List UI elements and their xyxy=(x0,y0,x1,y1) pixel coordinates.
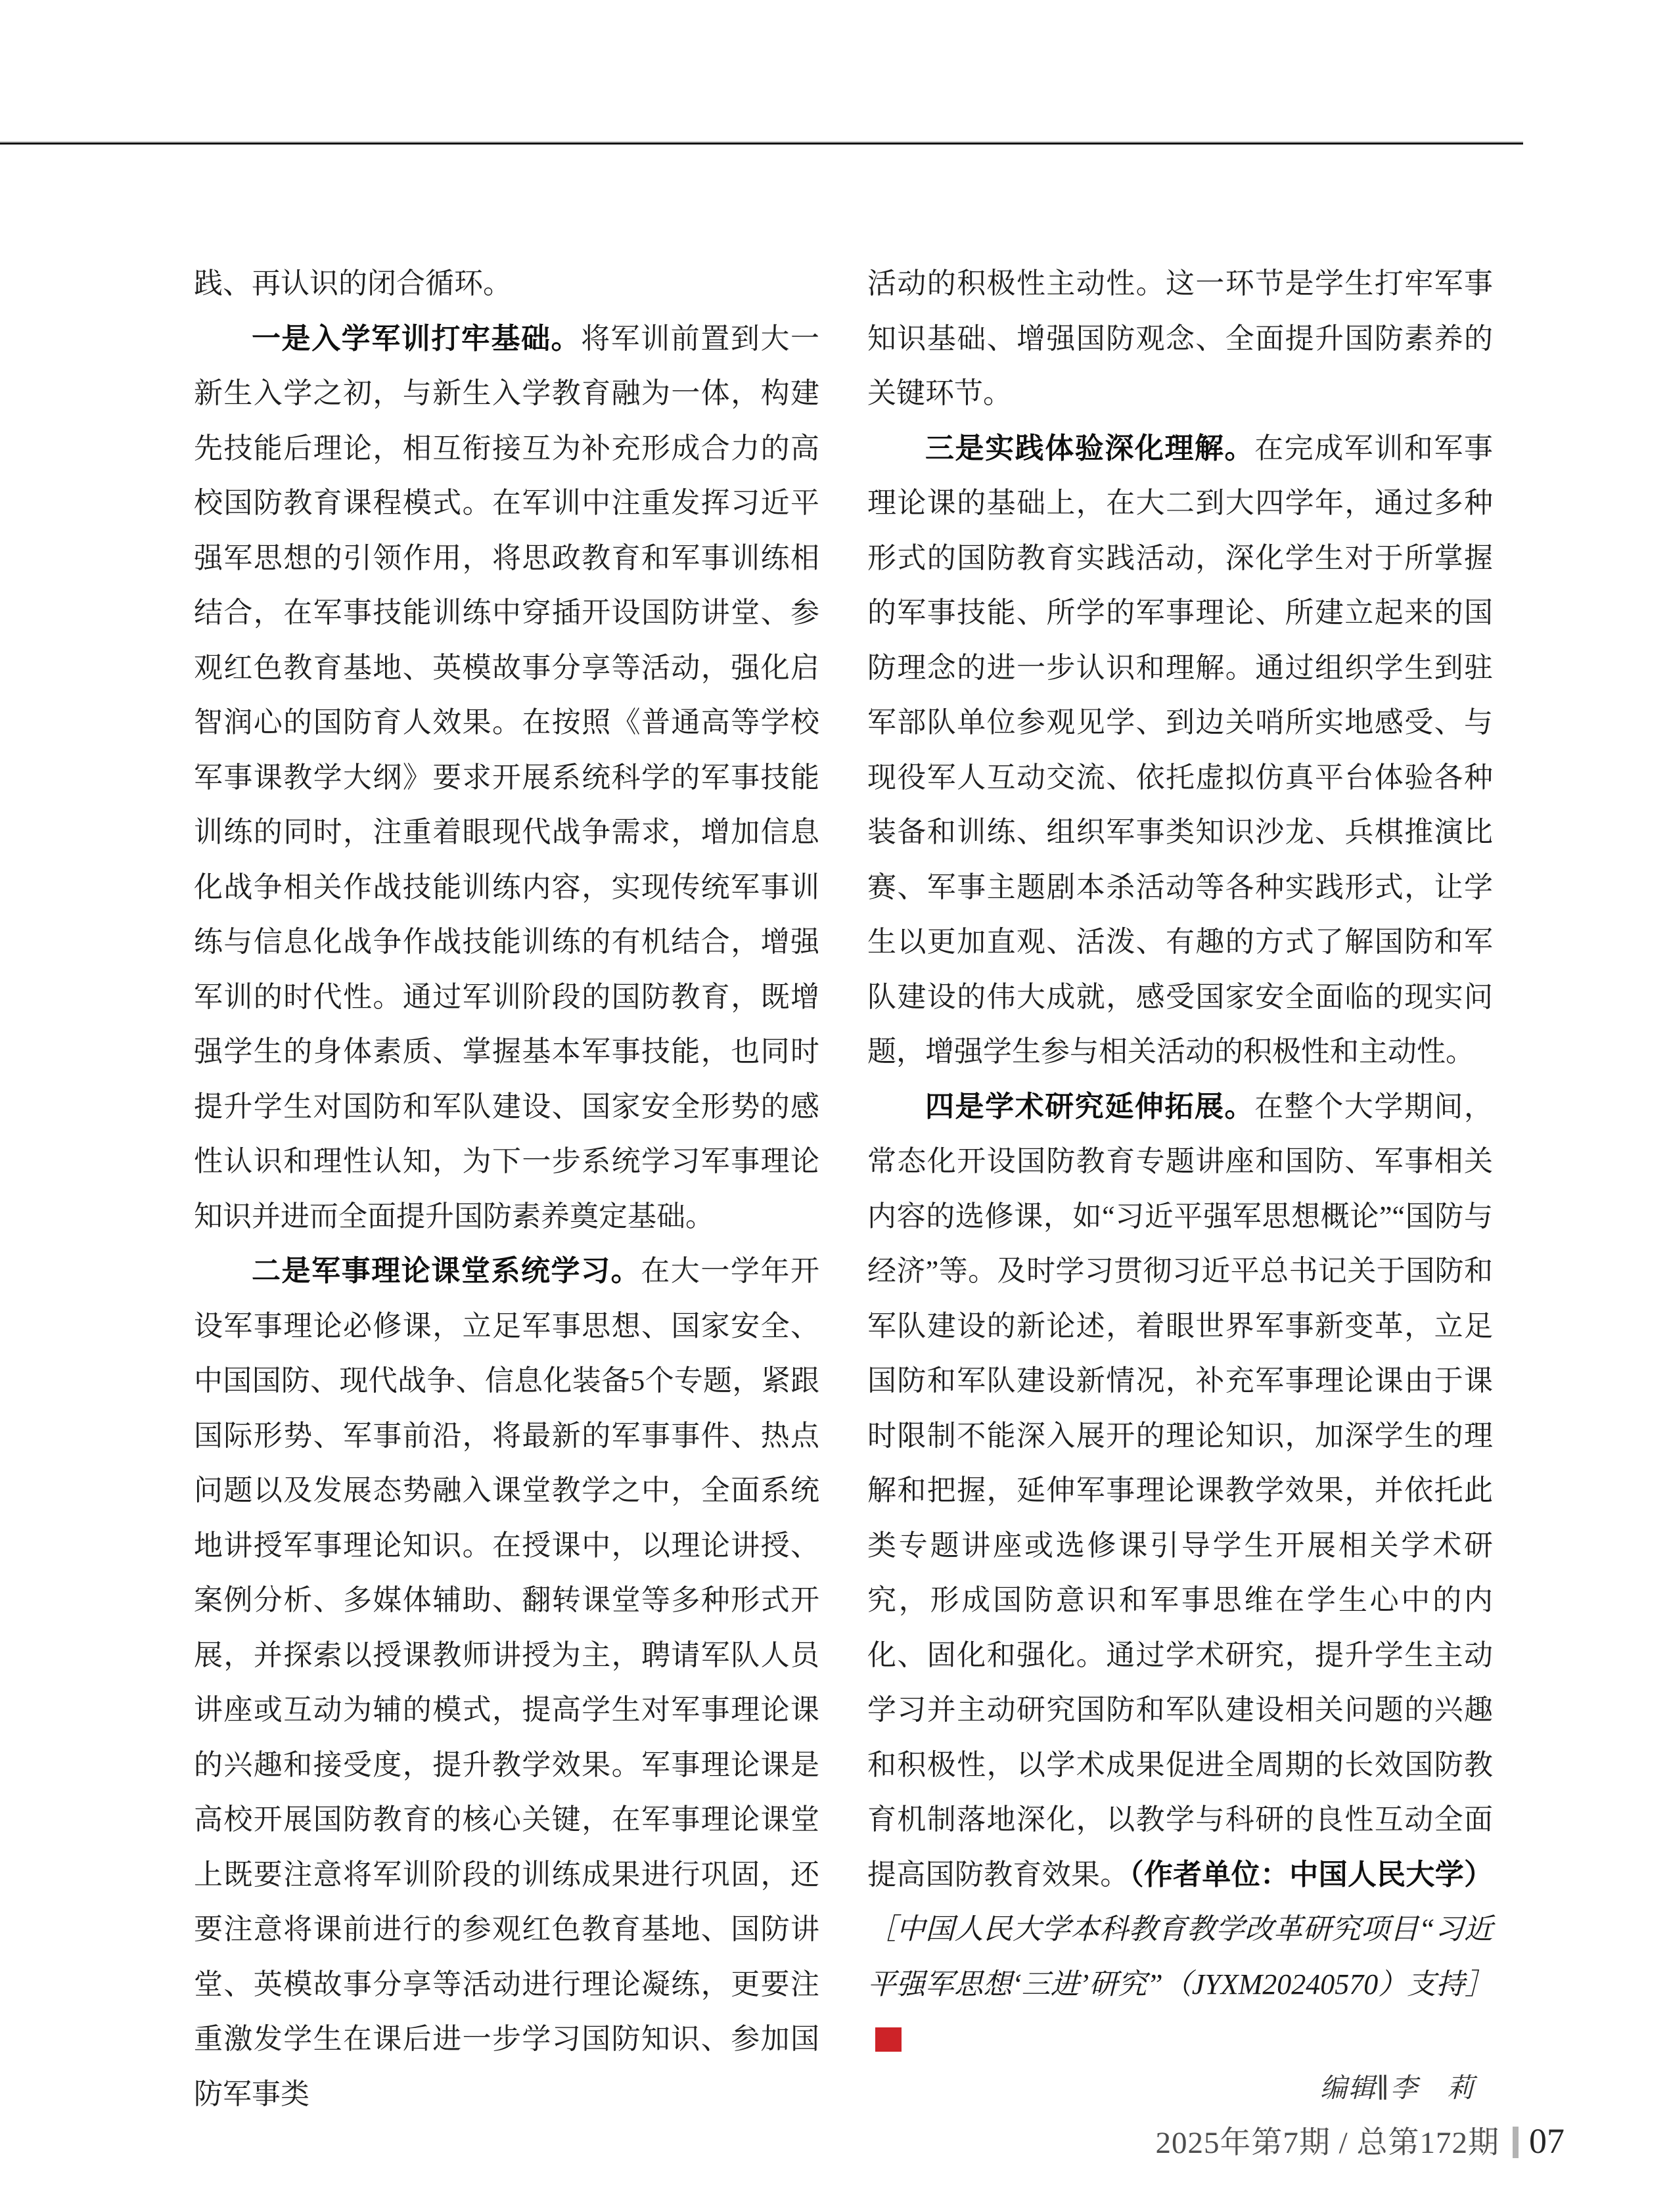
paragraph xyxy=(867,1079,1493,2067)
paragraph-text: ［中国人民大学本科教育教学改革研究项目“习近平强军思想‘三进’研究”（JYXM20240570）支持］ xyxy=(867,1913,1494,2000)
paragraph-lead: （作者单位：中国人民大学） xyxy=(1129,1858,1494,1891)
footer-editor-credit: 编辑∥李 莉 xyxy=(1320,2073,1475,2103)
end-of-article-icon: G xyxy=(875,2027,902,2052)
paragraph-lead: 二是军事理论课堂系统学习。 xyxy=(252,1255,641,1287)
article-column-left xyxy=(194,256,819,2121)
paragraph xyxy=(867,421,1493,1079)
paragraph-text: 将军训前置到大一新生入学之初，与新生入学教育融为一体，构建先技能后理论，相互衔接互为补充形成合力的高校国防教育课程模式。在军训中注重发挥习近平强军思想的引领作用，将思政教育和军事训练相结合，在军事技能训练中穿插开设国防讲堂、参观红色教育基地、英模故事分享等活动，强化启智润心的国防育人效果。在按照《普通高等学校军事课教学大纲》要求开展系统科学的军事技能训练的同时，注重着眼现代战争需求，增加信息化战争相关作战技能训练内容，实现传统军事训练与信息化战争作战技能训练的有机结合，增强军训的时代性。通过军训阶段的国防教育，既增强学生的身体素质、掌握基本军事技能，也同时提升学生对国防和军队建设、国家安全形势的感性认识和理性认知，为下一步系统学习军事理论知识并进而全面提升国防素养奠定基础。 xyxy=(194,322,820,1232)
paragraph xyxy=(194,256,819,311)
footer-divider-bar xyxy=(1513,2127,1519,2158)
paragraph-text: 践、再认识的闭合循环。 xyxy=(194,267,512,300)
paragraph-lead: 一是入学军训打牢基础。 xyxy=(252,322,582,355)
paragraph-lead: 三是实践体验深化理解。 xyxy=(925,432,1255,464)
paragraph xyxy=(194,311,819,1244)
footer-issue-row xyxy=(867,2118,1565,2162)
paragraph-text: 在整个大学期间，常态化开设国防教育专题讲座和国防、军事相关内容的选修课，如“习近平强军思想概论”“国防与经济”等。及时学习贯彻习近平总书记关于国防和军队建设的新论述，着眼世界军事新变革，立足国防和军队建设新情况，补充军事理论课由于课时限制不能深入展开的理论知识，加深学生的理解和把握，延伸军事理论课教学效果，并依托此类专题讲座或选修课引导学生开展相关学术研究，形成国防意识和军事思维在学生心中的内化、固化和强化。通过学术研究，提升学生主动学习并主动研究国防和军队建设相关问题的兴趣和积极性，以学术成果促进全周期的长效国防教育机制落地深化，以教学与科研的良性互动全面提高国防教育效果。 xyxy=(867,1090,1494,1891)
paragraph-lead: 四是学术研究延伸拓展。 xyxy=(925,1090,1255,1123)
paragraph xyxy=(867,256,1493,421)
header-rule xyxy=(0,141,1523,145)
page-number: 07 xyxy=(1529,2121,1565,2161)
paragraph xyxy=(194,1244,819,2121)
paragraph-text: 在完成军训和军事理论课的基础上，在大二到大四学年，通过多种形式的国防教育实践活动，深化学生对于所掌握的军事技能、所学的军事理论、所建立起来的国防理念的进一步认识和理解。通过组织学生到驻军部队单位参观见学、到边关哨所实地感受、与现役军人互动交流、依托虚拟仿真平台体验各种装备和训练、组织军事类知识沙龙、兵棋推演比赛、军事主题剧本杀活动等各种实践形式，让学生以更加直观、活泼、有趣的方式了解国防和军队建设的伟大成就，感受国家安全面临的现实问题，增强学生参与相关活动的积极性和主动性。 xyxy=(867,432,1494,1068)
article-column-right xyxy=(867,256,1493,2067)
paragraph-text: 活动的积极性主动性。这一环节是学生打牢军事知识基础、增强国防观念、全面提升国防素养的关键环节。 xyxy=(867,267,1493,409)
footer-issue-text: 2025年第7期 / 总第172期 xyxy=(1155,2126,1499,2160)
paragraph-text: 在大一学年开设军事理论必修课，立足军事思想、国家安全、中国国防、现代战争、信息化装备5个专题，紧跟国际形势、军事前沿，将最新的军事事件、热点问题以及发展态势融入课堂教学之中，全面系统地讲授军事理论知识。在授课中，以理论讲授、案例分析、多媒体辅助、翻转课堂等多种形式开展，并探索以授课教师讲授为主，聘请军队人员讲座或互动为辅的模式，提高学生对军事理论课的兴趣和接受度，提升教学效果。军事理论课是高校开展国防教育的核心关键，在军事理论课堂上既要注意将军训阶段的训练成果进行巩固，还要注意将课前进行的参观红色教育基地、国防讲堂、英模故事分享等活动进行理论凝练，更要注重激发学生在课后进一步学习国防知识、参加国防军事类 xyxy=(194,1255,820,2110)
